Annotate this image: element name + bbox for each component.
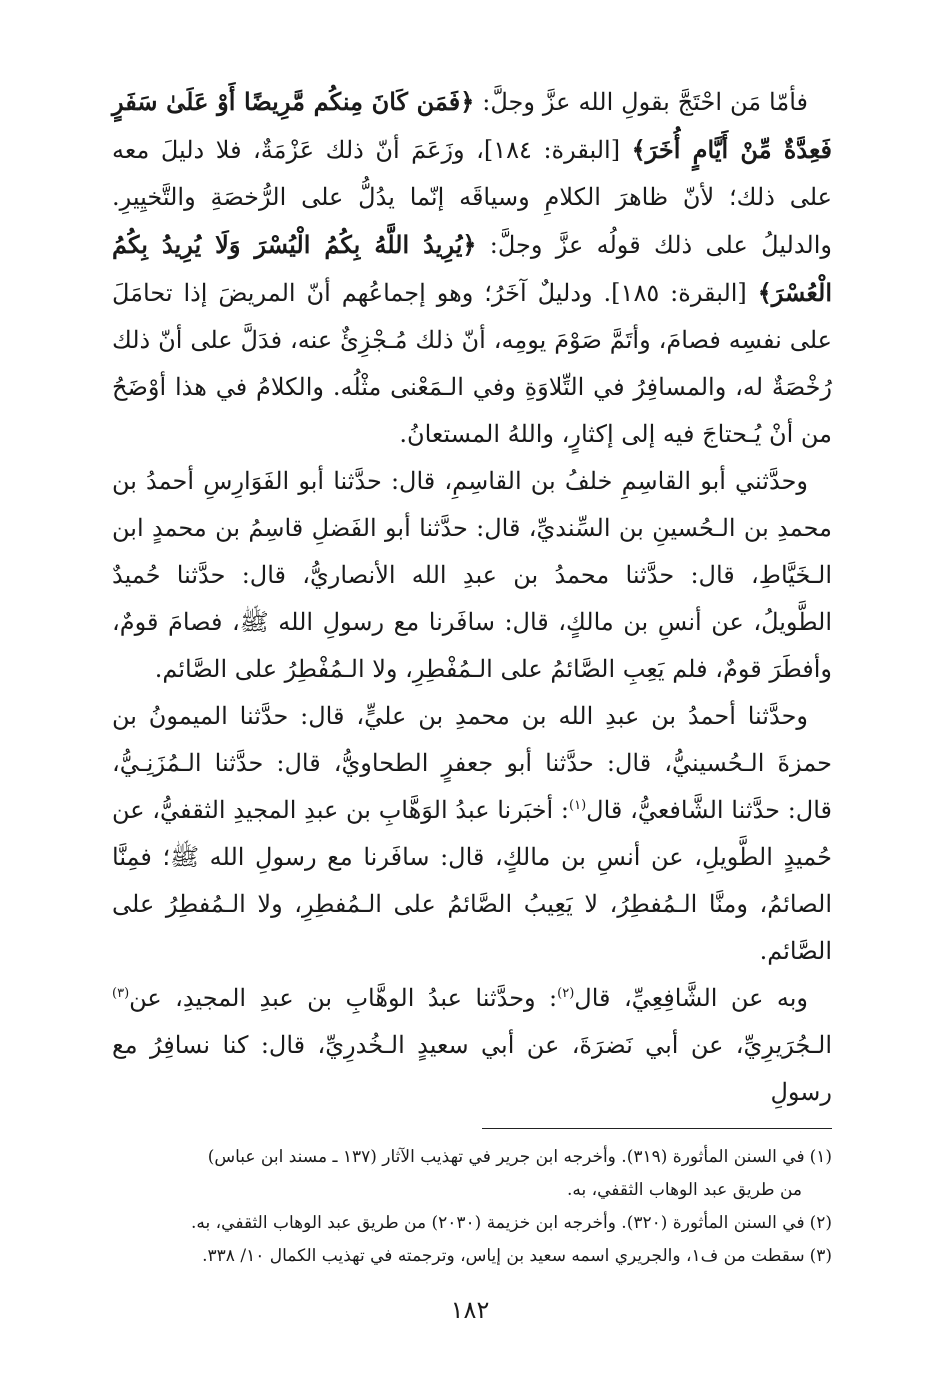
footnote-number: (٣)	[809, 1246, 832, 1266]
quran-verse: ﴿يُرِيدُ اللَّهُ بِكُمُ الْيُسْرَ وَلَا يُرِيدُ بِكُمُ الْعُسْرَ﴾	[112, 230, 832, 307]
main-text	[112, 78, 832, 1116]
footnote-continuation: من طريق عبد الوهاب الثقفي، به.	[566, 1180, 802, 1200]
footnote	[112, 1240, 832, 1273]
paragraph-text: : أخبَرنا عبدُ الوَهَّابِ بن عبدِ المجيدِ الثقفيُّ، عن حُميدٍ الطَّويلِ، عن أنسِ بن مالكٍ، قال: سافَرنا مع رسولِ الله ﷺ؛ فمِنَّا الصائمُ، ومنَّا الـمُفطِرُ، لا يَعِيبُ الصَّائمُ على الـمُفطِرِ، ولا الـمُفطِرُ على الصَّائم.	[112, 796, 832, 965]
footnote-separator	[482, 1128, 832, 1129]
paragraph-text: الـجُرَيرِيِّ، عن أبي نَضرَةَ، عن أبي سعيدٍ الـخُدرِيِّ، قال: كنا نسافِرُ مع رسولِ	[112, 1031, 832, 1106]
footnote-reference: (٢)	[557, 986, 575, 1001]
footnotes	[112, 1141, 832, 1273]
paragraph-text: وحدَّثني أبو القاسِمِ خلفُ بن القاسِمِ، قال: حدَّثنا أبو الفَوَارِسِ أحمدُ بن محمدِ بن الـحُسينِ بن السِّنديِّ، قال: حدَّثنا أبو الفَضلِ قاسِمُ بن محمدٍ ابن الـخَيَّاطِ، قال: حدَّثنا محمدُ بن عبدِ الله الأنصاريُّ، قال: حدَّثنا حُميدٌ الطَّويلُ، عن أنسِ بن مالكٍ، قال: سافَرنا مع رسولِ الله ﷺ، فصامَ قومٌ، وأفطَرَ قومٌ، فلم يَعِبِ الصَّائمُ على الـمُفْطِرِ، ولا الـمُفْطِرُ على الصَّائم.	[112, 467, 832, 683]
footnote	[112, 1207, 832, 1240]
footnote-text: في السنن المأثورة (٣٢٠). وأخرجه ابن خزيمة (٢٠٣٠) من طريق عبد الوهاب الثقفي، به.	[191, 1213, 805, 1233]
quran-verse: ﴿فَمَن كَانَ مِنكُم مَّرِيضًا أَوْ عَلَىٰ سَفَرٍ فَعِدَّةٌ مِّنْ أَيَّامٍ أُخَرَ﴾	[112, 87, 833, 164]
page-number: ١٨٢	[450, 1296, 490, 1324]
footnote-reference: (٣)	[112, 986, 130, 1001]
footnote-text: سقطت من ف١، والجريري اسمه سعيد بن إياس، وترجمته في تهذيب الكمال ١٠/ ٣٣٨.	[202, 1246, 805, 1266]
paragraph-text: : وحدَّثنا عبدُ الوهَّابِ بن عبدِ المجيدِ، عن	[129, 984, 558, 1012]
footnote-number: (١)	[809, 1147, 832, 1167]
paragraph	[112, 78, 832, 458]
paragraph-text: [البقرة: ١٨٤]، وزَعَمَ أنّ ذلك عَزْمَةٌ، فلا دليلَ معه على ذلك؛ لأنّ ظاهرَ الكلامِ وسياقَه إنّما يدُلُّ على الرُّخصَةِ والتَّخيِيرِ. والدليلُ على ذلك قولُه عزَّ وجلَّ:	[112, 136, 832, 259]
paragraph-text: فأمّا مَن احْتَجَّ بقولِ الله عزَّ وجلَّ:	[474, 88, 808, 116]
footnote-reference: (١)	[569, 798, 587, 813]
footnote-number: (٢)	[809, 1213, 832, 1233]
paragraph-text: وبه عن الشَّافِعِيِّ، قال	[574, 984, 809, 1012]
paragraph	[112, 975, 832, 1116]
paragraph	[112, 458, 832, 693]
paragraph	[112, 693, 832, 975]
paragraph-text: [البقرة: ١٨٥]. ودليلٌ آخَرُ؛ وهو إجماعُهم أنّ المريضَ إذا تحامَلَ على نفسِه فصامَ، وأتَمَّ صَوْمَ يومِه، أنّ ذلك مُـجْزِئٌ عنه، فدَلَّ على أنّ ذلك رُخْصَةٌ له، والمسافِرُ في التِّلاوَةِ وفي الـمَعْنى مثْلُه. والكلامُ في هذا أوْضَحُ من أنْ يُـحتاجَ فيه إلى إكثارٍ، واللهُ المستعانُ.	[112, 279, 832, 448]
footnote-text: في السنن المأثورة (٣١٩). وأخرجه ابن جرير في تهذيب الآثار (١٣٧ ـ مسند ابن عباس)	[207, 1147, 805, 1167]
paragraph-text: وحدَّثنا أحمدُ بن عبدِ الله بن محمدِ بن عليٍّ، قال: حدَّثنا الميمونُ بن حمزةَ الـحُسينيُّ، قال: حدَّثنا أبو جعفرٍ الطحاويُّ، قال: حدَّثنا الـمُزَنِـيُّ، قال: حدَّثنا الشَّافعيُّ، قال	[112, 702, 832, 824]
footnote	[112, 1141, 832, 1207]
